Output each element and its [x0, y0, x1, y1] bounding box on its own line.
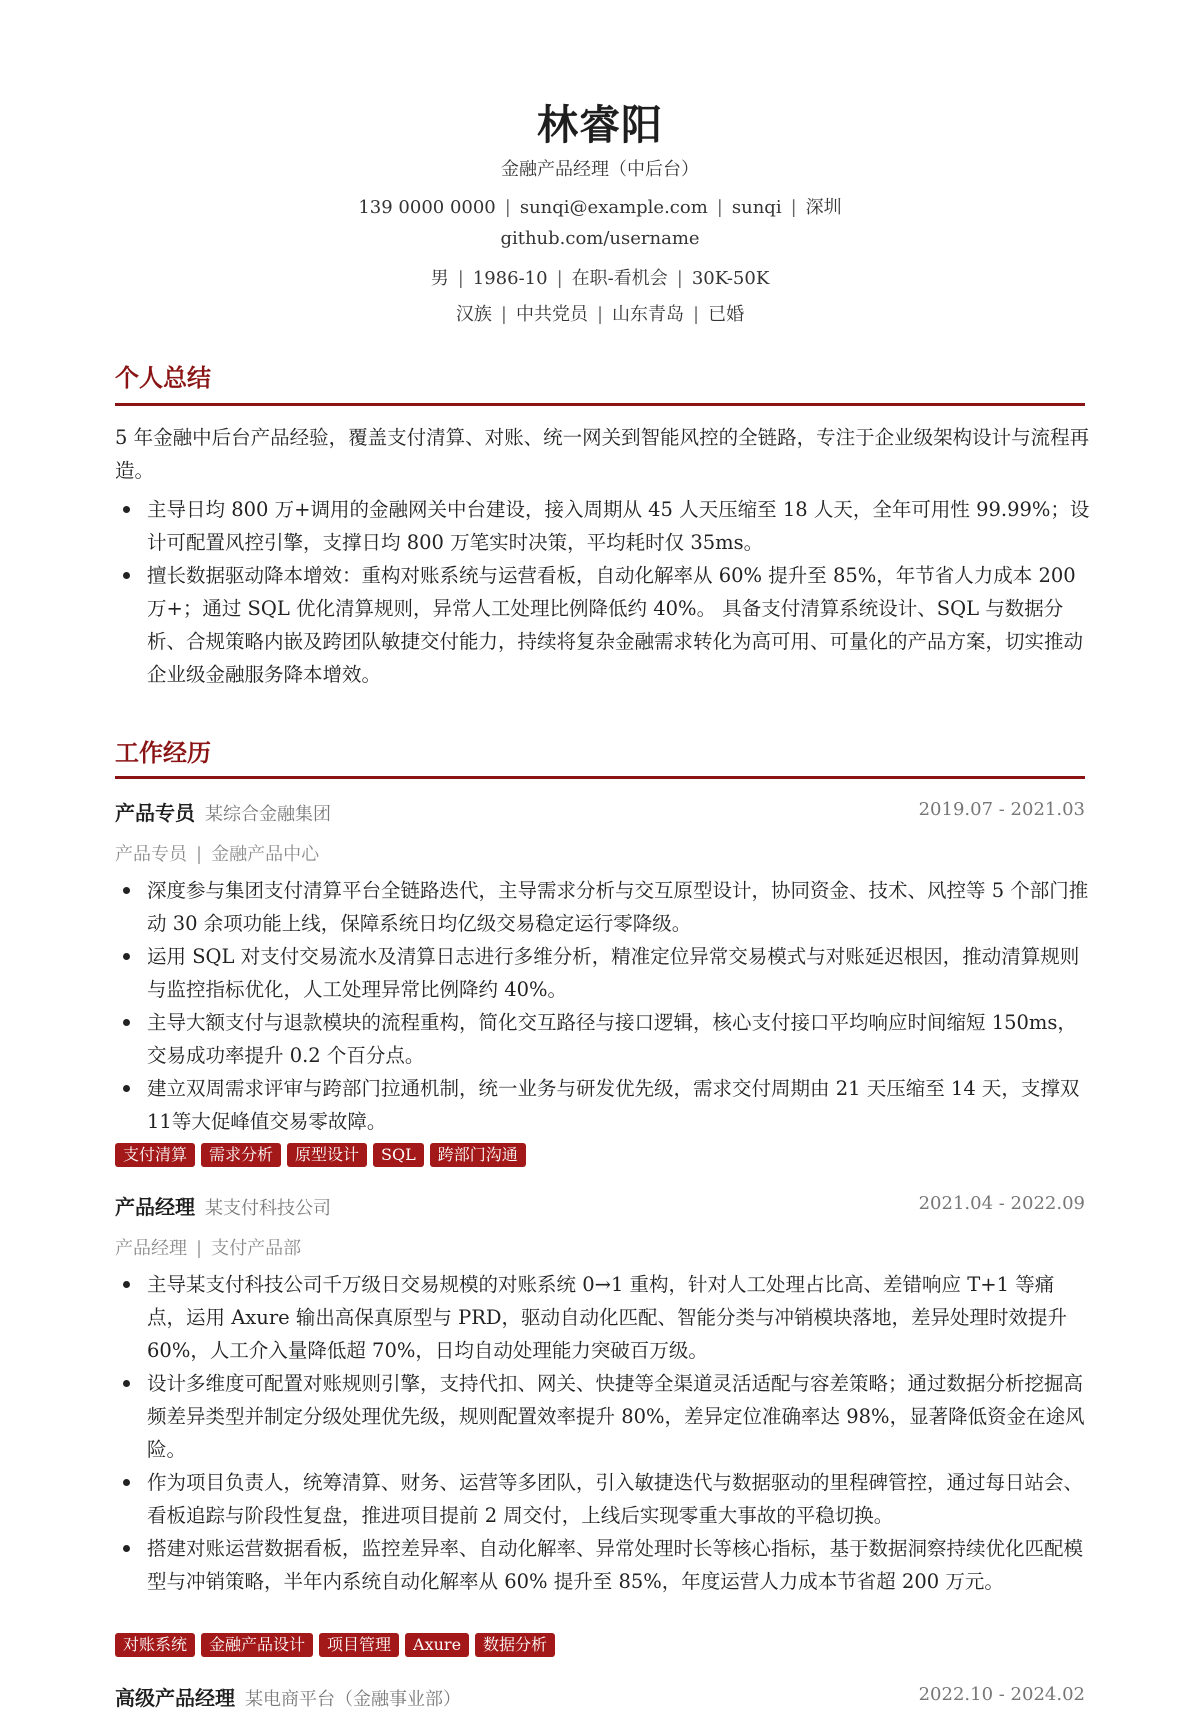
list-item: 作为项目负责人，统筹清算、财务、运营等多团队，引入敏捷迭代与数据驱动的里程碑管控，通过每日站会、看板追踪与阶段性复盘，推进项目提前 2 周交付，上线后实现零重大事故的平稳切换。: [115, 1466, 1090, 1532]
gender: 男: [430, 268, 449, 289]
political-status: 中共党员: [515, 304, 588, 325]
list-item: 主导某支付科技公司千万级日交易规模的对账系统 0→1 重构，针对人工处理占比高、差错响应 T+1 等痛点，运用 Axure 输出高保真原型与 PRD，驱动自动化匹配、智能分类与冲销模块落地，差异处理时效提升 60%，人工介入量降低超 70%，日均自动处理能力突破百万级。: [115, 1268, 1090, 1367]
job-title: 产品专员 某综合金融集团: [115, 801, 331, 825]
job-date-range: 2019.07 - 2021.03: [918, 799, 1085, 820]
section-divider: [115, 776, 1085, 779]
skill-tag: 支付清算: [115, 1143, 195, 1167]
list-item: 设计多维度可配置对账规则引擎，支持代扣、网关、快捷等全渠道灵活适配与容差策略；通过数据分析挖掘高频差异类型并制定分级处理优先级，规则配置效率提升 80%，差异定位准确率达 98%，显著降低资金在途风险。: [115, 1367, 1090, 1466]
separator: |: [676, 268, 683, 289]
job-header: [115, 1682, 1085, 1714]
skill-tag: 需求分析: [201, 1143, 281, 1167]
candidate-name: 林睿阳: [537, 101, 663, 149]
wechat: sunqi: [731, 197, 782, 218]
job-department: 金融产品中心: [211, 844, 320, 865]
personal-info-line: [0, 300, 1200, 326]
job-date-range: 2022.10 - 2024.02: [918, 1684, 1085, 1705]
job-role-line: [115, 1234, 301, 1260]
summary-bullets: [115, 493, 1090, 691]
job-bullets: [115, 874, 1090, 1138]
section-divider: [115, 403, 1085, 406]
list-item: 搭建对账运营数据看板，监控差异率、自动化解率、异常处理时长等核心指标，基于数据洞察持续优化匹配模型与冲销策略，半年内系统自动化解率从 60% 提升至 85%，年度运营人力成本节省超 200 万元。: [115, 1532, 1090, 1598]
skill-tag: 项目管理: [319, 1633, 399, 1657]
list-item: 深度参与集团支付清算平台全链路迭代，主导需求分析与交互原型设计，协同资金、技术、风控等 5 个部门推动 30 余项功能上线，保障系统日均亿级交易稳定运行零降级。: [115, 874, 1090, 940]
website-link[interactable]: github.com/username: [500, 228, 700, 249]
hometown: 山东青岛: [612, 304, 685, 325]
list-item: 运用 SQL 对支付交易流水及清算日志进行多维分析，精准定位异常交易模式与对账延迟根因，推动清算规则与监控指标优化，人工处理异常比例降约 40%。: [115, 940, 1090, 1006]
skill-tags: [115, 1633, 555, 1657]
job-bullets: [115, 1268, 1090, 1598]
list-item: 主导大额支付与退款模块的流程重构，简化交互路径与接口逻辑，核心支付接口平均响应时间缩短 150ms，交易成功率提升 0.2 个百分点。: [115, 1006, 1090, 1072]
job-target: 金融产品经理（中后台）: [501, 159, 699, 180]
company-name: 某综合金融集团: [205, 804, 331, 825]
company-name: 某电商平台（金融事业部）: [245, 1689, 461, 1710]
separator: |: [196, 1238, 203, 1259]
separator: |: [504, 197, 511, 218]
skill-tag: 金融产品设计: [201, 1633, 313, 1657]
job-department: 支付产品部: [211, 1238, 302, 1259]
phone: 139 0000 0000: [358, 197, 496, 218]
separator: |: [457, 268, 464, 289]
ethnicity: 汉族: [455, 304, 492, 325]
contact-line: [0, 193, 1200, 219]
separator: |: [500, 304, 507, 325]
summary-intro: 5 年金融中后台产品经验，覆盖支付清算、对账、统一网关到智能风控的全链路，专注于企业级架构设计与流程再造。: [115, 426, 1090, 482]
basic-info-line: [0, 264, 1200, 290]
job-date-range: 2021.04 - 2022.09: [918, 1193, 1085, 1214]
section-title-summary: 个人总结: [115, 363, 211, 392]
separator: |: [790, 197, 797, 218]
separator: |: [693, 304, 700, 325]
job-title: 高级产品经理 某电商平台（金融事业部）: [115, 1686, 461, 1710]
separator: |: [596, 304, 604, 325]
skill-tags: [115, 1143, 526, 1167]
list-item: 主导日均 800 万+调用的金融网关中台建设，接入周期从 45 人天压缩至 18 人天，全年可用性 99.99%；设计可配置风控引擎，支撑日均 800 万笔实时决策，平均耗时仅 35ms。: [115, 493, 1090, 559]
job-title: 产品经理 某支付科技公司: [115, 1195, 331, 1219]
skill-tag: 原型设计: [287, 1143, 367, 1167]
job-role: 产品经理: [115, 1238, 187, 1259]
separator: |: [716, 197, 723, 218]
job-status: 在职-看机会: [571, 268, 668, 289]
skill-tag: 数据分析: [475, 1633, 555, 1657]
list-item: 擅长数据驱动降本增效：重构对账系统与运营看板，自动化解率从 60% 提升至 85%，年节省人力成本 200 万+；通过 SQL 优化清算规则，异常人工处理比例降低约 40%。 具备支付清算系统设计、SQL 与数据分析、合规策略内嵌及跨团队敏捷交付能力，持续将复杂金融需求转化为高可用、可量化的产品方案，切实推动企业级金融服务降本增效。: [115, 559, 1090, 691]
job-header: [115, 1191, 1085, 1223]
job-role: 产品专员: [115, 844, 187, 865]
skill-tag: 跨部门沟通: [430, 1143, 526, 1167]
birth-date: 1986-10: [472, 268, 548, 289]
list-item: 建立双周需求评审与跨部门拉通机制，统一业务与研发优先级，需求交付周期由 21 天压缩至 14 天，支撑双11等大促峰值交易零故障。: [115, 1072, 1090, 1138]
email[interactable]: sunqi@example.com: [519, 197, 708, 218]
separator: |: [556, 268, 563, 289]
job-role-line: [115, 840, 319, 866]
job-header: [115, 797, 1085, 829]
skill-tag: 对账系统: [115, 1633, 195, 1657]
separator: |: [196, 844, 203, 865]
salary-expectation: 30K-50K: [691, 268, 770, 289]
skill-tag: SQL: [373, 1143, 424, 1167]
city: 深圳: [805, 197, 842, 218]
company-name: 某支付科技公司: [205, 1198, 331, 1219]
marital-status: 已婚: [708, 304, 745, 325]
section-title-experience: 工作经历: [115, 738, 211, 767]
skill-tag: Axure: [405, 1633, 469, 1657]
